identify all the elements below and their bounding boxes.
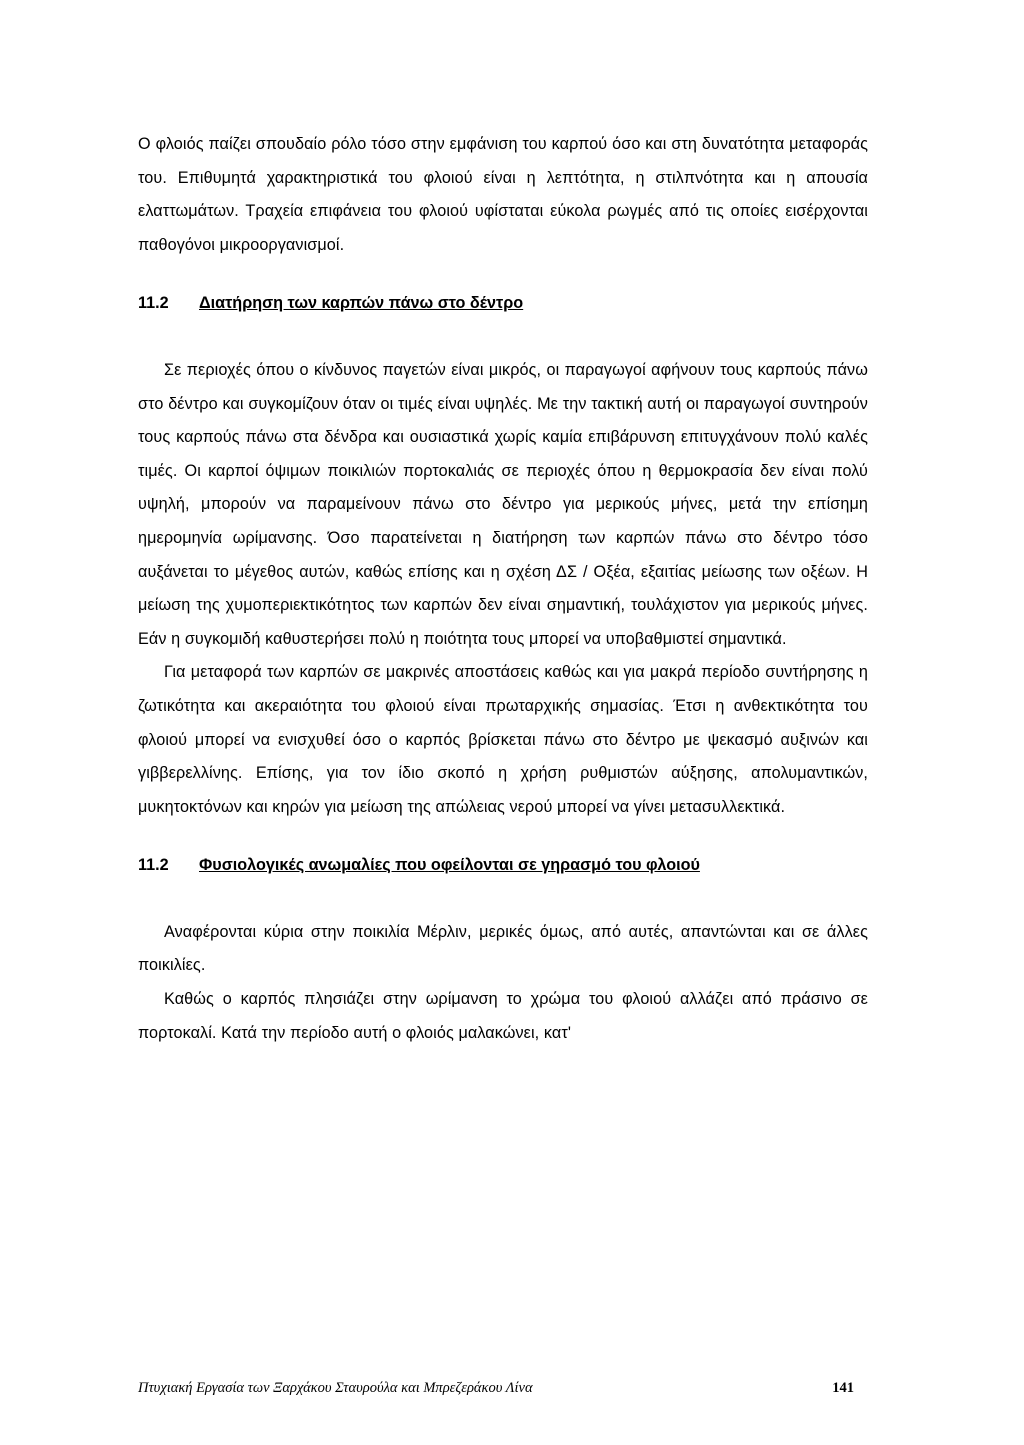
section-title: Διατήρηση των καρπών πάνω στο δέντρο <box>199 294 524 313</box>
page-body <box>138 128 868 1050</box>
section-title: Φυσιολογικές ανωμαλίες που οφείλονται σε γηρασμό του φλοιού <box>199 856 700 875</box>
page-number: 141 <box>832 1380 854 1396</box>
section-number: 11.2 <box>138 294 169 313</box>
paragraph-on-tree-storage: Σε περιοχές όπου ο κίνδυνος παγετών είναι μικρός, οι παραγωγοί αφήνουν τους καρπούς πάνω στο δέντρο και συγκομίζουν όταν οι τιμές είναι υψηλές. Με την τακτική αυτή οι παραγωγοί συντηρούν τους καρπούς πάνω στα δένδρα και ουσιαστικά χωρίς καμία επιβάρυνση επιτυγχάνουν πολύ καλές τιμές. Οι καρποί όψιμων ποικιλιών πορτοκαλιάς σε περιοχές όπου η θερμοκρασία δεν είναι πολύ υψηλή, μπορούν να παραμείνουν πάνω στο δέντρο για μερικούς μήνες, μετά την επίσημη ημερομηνία ωρίμανσης. Όσο παρατείνεται η διατήρηση των καρπών πάνω στο δέντρο τόσο αυξάνεται το μέγεθος αυτών, καθώς επίσης και η σχέση ΔΣ / Οξέα, εξαιτίας μείωσης των οξέων. Η μείωση της χυμοπεριεκτικότητος των καρπών δεν είναι σημαντική, τουλάχιστον για μερικούς μήνες. Εάν η συγκομιδή καθυστερήσει πολύ η ποιότητα τους μπορεί να υποβαθμιστεί σημαντικά. <box>138 360 868 648</box>
page-footer <box>138 1378 854 1398</box>
section-heading-on-tree-storage <box>138 287 868 321</box>
running-title: Πτυχιακή Εργασία των Ξαρχάκου Σταυρούλα και Μπρεζεράκου Λίνα <box>138 1380 533 1396</box>
section-heading-physiological-disorders <box>138 849 868 883</box>
paragraph-merlin-variety: Αναφέρονται κύρια στην ποικιλία Μέρλιν, μερικές όμως, από αυτές, απαντώνται και σε άλλες ποικιλίες. <box>138 922 868 975</box>
paragraph-peel-role: Ο φλοιός παίζει σπουδαίο ρόλο τόσο στην εμφάνιση του καρπού όσο και στη δυνατότητα μεταφοράς του. Επιθυμητά χαρακτηριστικά του φλοιού είναι η λεπτότητα, η στιλπνότητα και η απουσία ελαττωμάτων. Τραχεία επιφάνεια του φλοιού υφίσταται εύκολα ρωγμές από τις οποίες εισέρχονται παθογόνοι μικροοργανισμοί. <box>138 135 868 254</box>
section-number: 11.2 <box>138 856 169 875</box>
paragraph-long-distance-transport: Για μεταφορά των καρπών σε μακρινές αποστάσεις καθώς και για μακρά περίοδο συντήρησης η ζωτικότητα και ακεραιότητα του φλοιού είναι πρωταρχικής σημασίας. Έτσι η ανθεκτικότητα του φλοιού μπορεί να ενισχυθεί όσο ο καρπός βρίσκεται πάνω στο δέντρο με ψεκασμό αυξινών και γιββερελλίνης. Επίσης, για τον ίδιο σκοπό η χρήση ρυθμιστών αύξησης, απολυμαντικών, μυκητοκτόνων και κηρών για μείωση της απώλειας νερού μπορεί να γίνει μετασυλλεκτικά. <box>138 663 868 816</box>
paragraph-peel-color-change: Καθώς ο καρπός πλησιάζει στην ωρίμανση το χρώμα του φλοιού αλλάζει από πράσινο σε πορτοκαλί. Κατά την περίοδο αυτή ο φλοιός μαλακώνει, κατ' <box>138 990 868 1042</box>
